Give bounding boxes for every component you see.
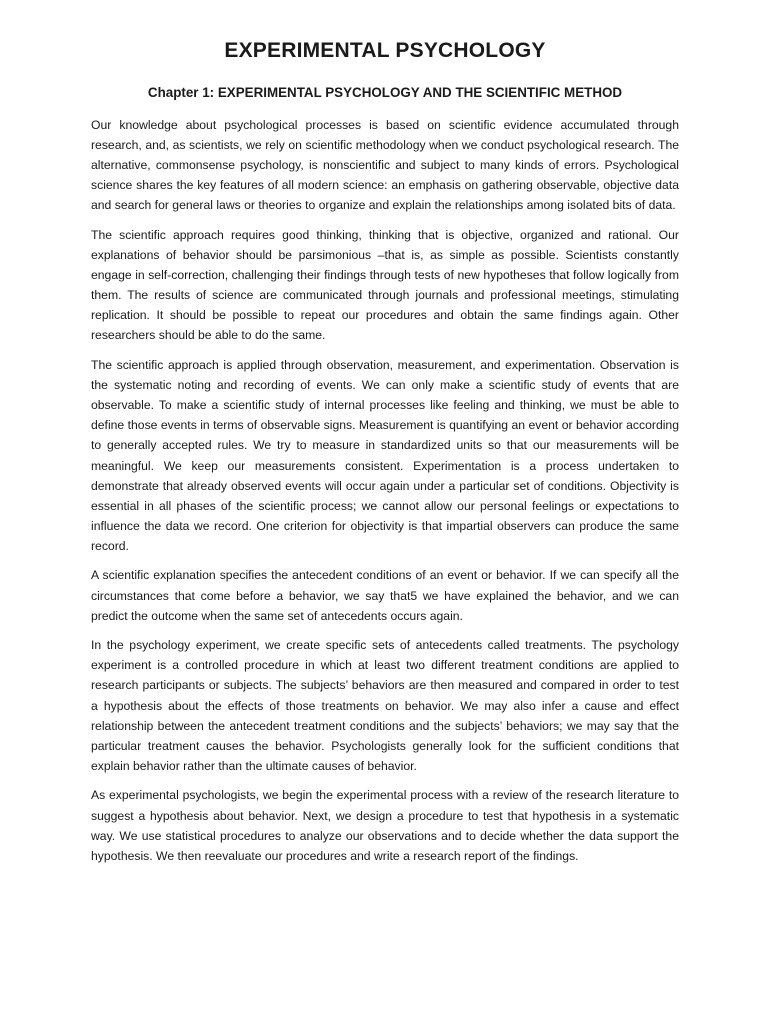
paragraph-observation-measurement: The scientific approach is applied through observation, measurement, and experimentation. Observation is the systematic noting and recording of events. We can only make a scientific study of events that are observable. To make a scientific study of internal processes like feeling and thinking, we must be able to define those events in terms of observable signs. Measurement is quantifying an event or behavior according to generally accepted rules. We try to measure in standardized units so that our measurements will be meaningful. We keep our measurements consistent. Experimentation is a process undertaken to demonstrate that already observed events will occur again under a particular set of conditions. Objectivity is essential in all phases of the scientific process; we cannot allow our personal feelings or expectations to influence the data we record. One criterion for objectivity is that impartial observers can produce the same record. [91,358,679,553]
paragraph-scientific-evidence: Our knowledge about psychological processes is based on scientific evidence accumulated through research, and, as scientists, we rely on scientific methodology when we conduct psychological research. The alternative, commonsense psychology, is nonscientific and subject to many kinds of errors. Psychological science shares the key features of all modern science: an emphasis on gathering observable, objective data and search for general laws or theories to organize and explain the relationships among isolated bits of data. [91,118,679,213]
chapter-title: Chapter 1: EXPERIMENTAL PSYCHOLOGY AND THE SCIENTIFIC METHOD [147,85,623,100]
document-page [91,36,679,866]
paragraph-experimental-process: As experimental psychologists, we begin the experimental process with a review of the research literature to suggest a hypothesis about behavior. Next, we design a procedure to test that hypothesis in a systematic way. We use statistical procedures to analyze our observations and to decide whether the data support the hypothesis. We then reevaluate our procedures and write a research report of the findings. [91,788,679,863]
paragraph-psychology-experiment: In the psychology experiment, we create specific sets of antecedents called treatments. The psychology experiment is a controlled procedure in which at least two different treatment conditions are applied to research participants or subjects. The subjects’ behaviors are then measured and compared in order to test a hypothesis about the effects of those treatments on behavior. We may also infer a cause and effect relationship between the antecedent treatment conditions and the subjects’ behaviors; we may say that the particular treatment causes the behavior. Psychologists generally look for the sufficient conditions that explain behavior rather than the ultimate causes of behavior. [91,638,679,773]
paragraph-scientific-approach: The scientific approach requires good thinking, thinking that is objective, organized and rational. Our explanations of behavior should be parsimonious –that is, as simple as possible. Scientists constantly engage in self-correction, challenging their findings through tests of new hypotheses that follow logically from them. The results of science are communicated through journals and professional meetings, stimulating replication. It should be possible to repeat our procedures and obtain the same findings again. Other researchers should be able to do the same. [91,227,679,343]
document-title: EXPERIMENTAL PSYCHOLOGY [224,39,546,62]
paragraph-scientific-explanation: A scientific explanation specifies the antecedent conditions of an event or behavior. If we can specify all the circumstances that come before a behavior, we say that5 we have explained the behavior, and we can predict the outcome when the same set of antecedents occurs again. [91,568,679,623]
